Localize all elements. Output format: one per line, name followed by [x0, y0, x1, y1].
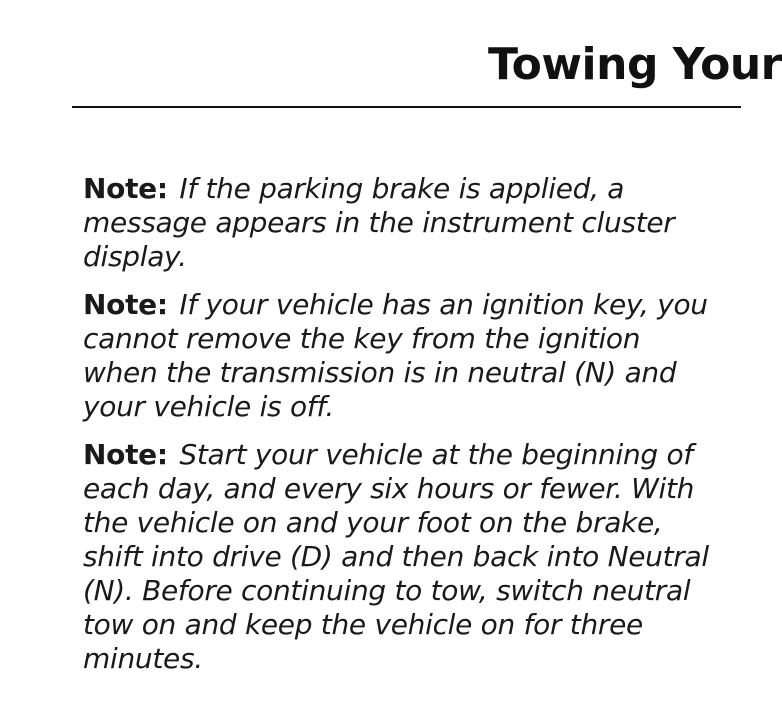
title-divider	[72, 106, 741, 108]
note-label: Note:	[83, 288, 168, 321]
note-text: If your vehicle has an ignition key, you cannot remove the key from the ignition when the transmission is in neutral (N) and your vehicle is off.	[83, 288, 708, 423]
note-ignition-key	[83, 288, 723, 424]
note-text: If the parking brake is applied, a message appears in the instrument cluster display.	[83, 172, 675, 273]
note-label: Note:	[83, 172, 168, 205]
note-text: Start your vehicle at the beginning of each day, and every six hours or fewer. With the vehicle on and your foot on the brake, shift into drive (D) and then back into Neutral (N). Before continuing to tow, switch neutral tow on and keep the vehicle on for three minutes.	[83, 438, 709, 675]
notes-section	[83, 172, 723, 690]
page-title: Towing Your	[488, 39, 782, 90]
note-label: Note:	[83, 438, 168, 471]
note-parking-brake	[83, 172, 723, 274]
note-start-vehicle	[83, 438, 723, 676]
